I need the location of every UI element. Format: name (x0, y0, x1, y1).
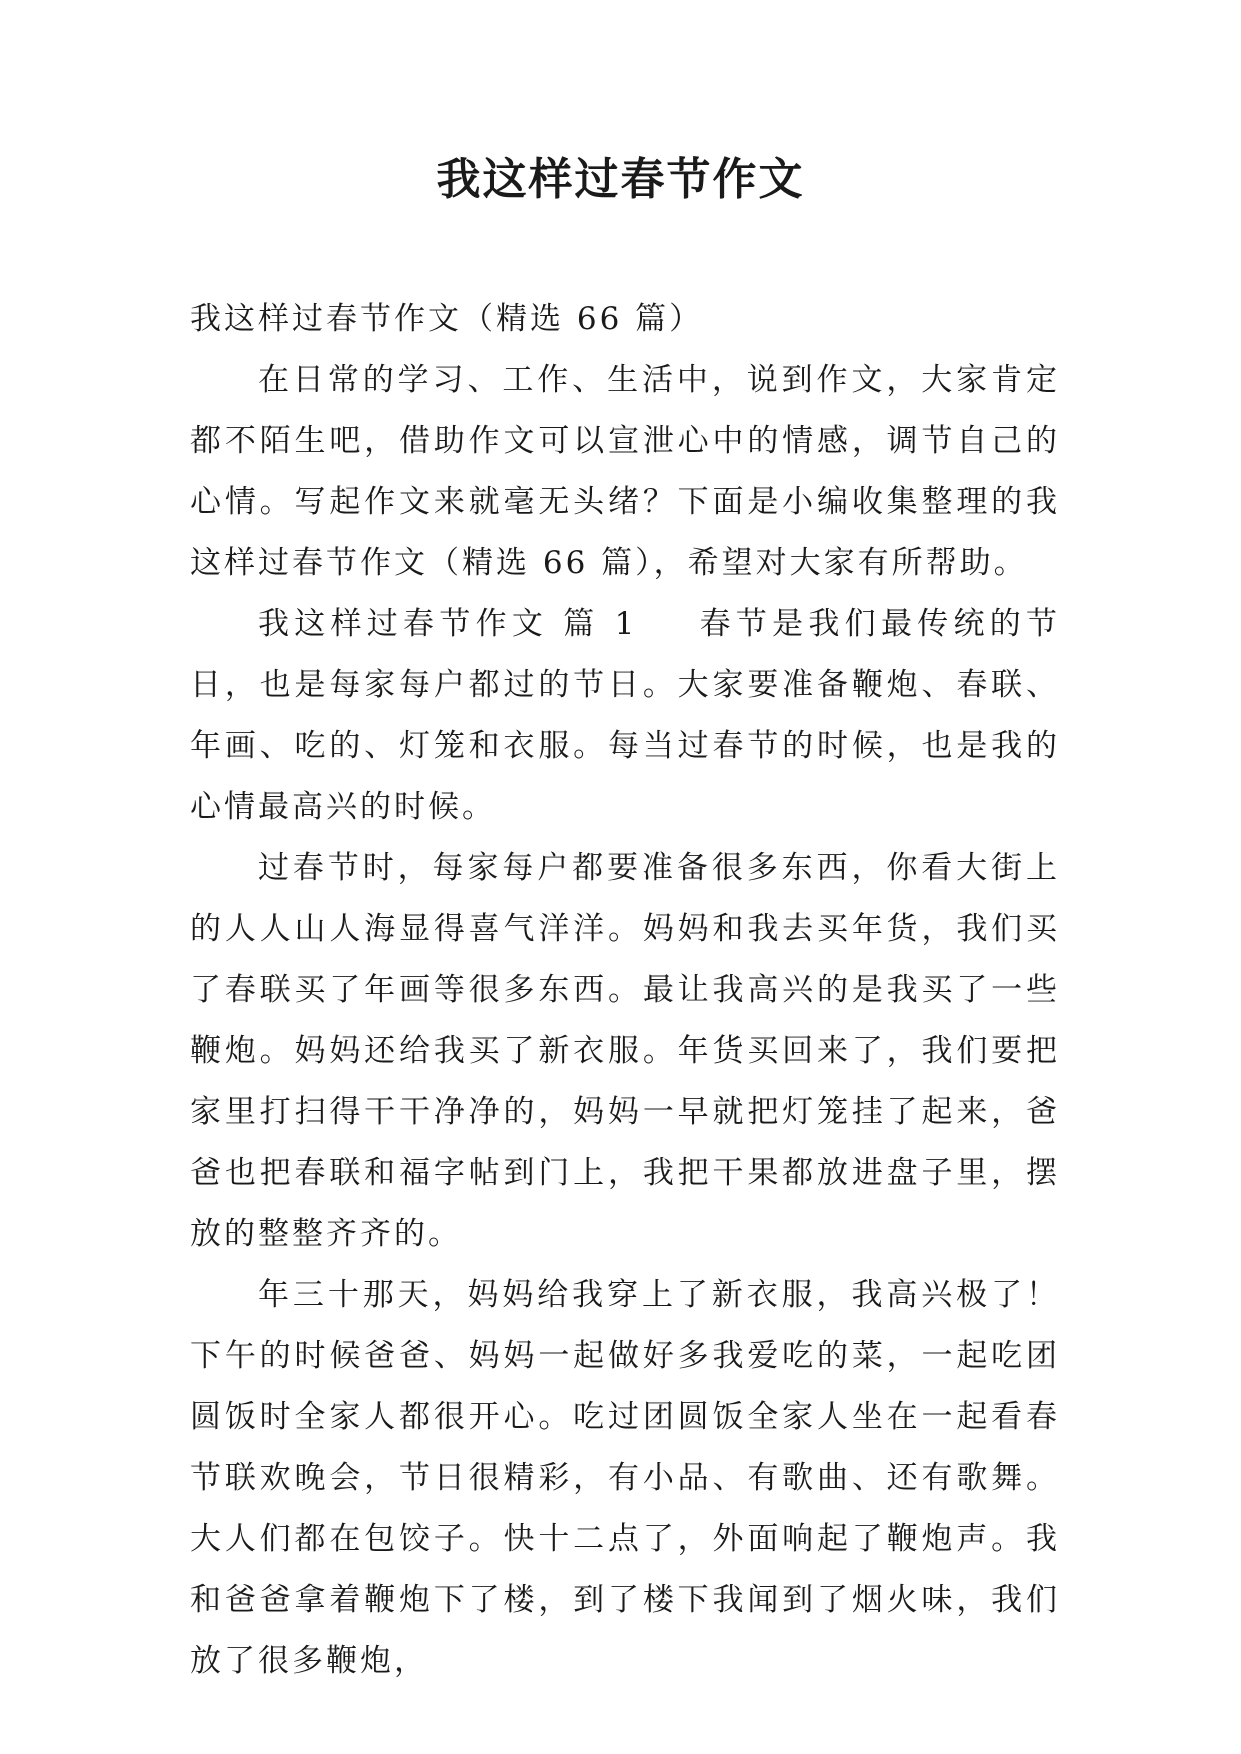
intro-paragraph: 在日常的学习、工作、生活中，说到作文，大家肯定都不陌生吧，借助作文可以宣泄心中的情感，调节自己的心情。写起作文来就毫无头绪？下面是小编收集整理的我这样过春节作文（精选 66 篇），希望对大家有所帮助。 (190, 362, 1060, 581)
section-1-heading: 我这样过春节作文 篇 1 (258, 606, 638, 642)
document-subtitle: 我这样过春节作文（精选 66 篇） (190, 301, 704, 337)
section-1-paragraph-3: 年三十那天，妈妈给我穿上了新衣服，我高兴极了！下午的时候爸爸、妈妈一起做好多我爱吃的菜，一起吃团圆饭时全家人都很开心。吃过团圆饭全家人坐在一起看春节联欢晚会，节日很精彩，有小品、有歌曲、还有歌舞。大人们都在包饺子。快十二点了，外面响起了鞭炮声。我和爸爸拿着鞭炮下了楼，到了楼下我闻到了烟火味，我们放了很多鞭炮， (190, 1277, 1060, 1679)
document-body (190, 289, 1060, 1692)
section-1-first-paragraph (190, 594, 1060, 838)
section-1-paragraph-1: 春节是我们最传统的节日，也是每家每户都过的节日。大家要准备鞭炮、春联、年画、吃的、灯笼和衣服。每当过春节的时候，也是我的心情最高兴的时候。 (190, 606, 1061, 825)
document-title: 我这样过春节作文 (436, 154, 805, 205)
section-1-paragraph-2: 过春节时，每家每户都要准备很多东西，你看大街上的人人山人海显得喜气洋洋。妈妈和我去买年货，我们买了春联买了年画等很多东西。最让我高兴的是我买了一些鞭炮。妈妈还给我买了新衣服。年货买回来了，我们要把家里打扫得干干净净的，妈妈一早就把灯笼挂了起来，爸爸也把春联和福字帖到门上，我把干果都放进盘子里，摆放的整整齐齐的。 (190, 850, 1060, 1252)
